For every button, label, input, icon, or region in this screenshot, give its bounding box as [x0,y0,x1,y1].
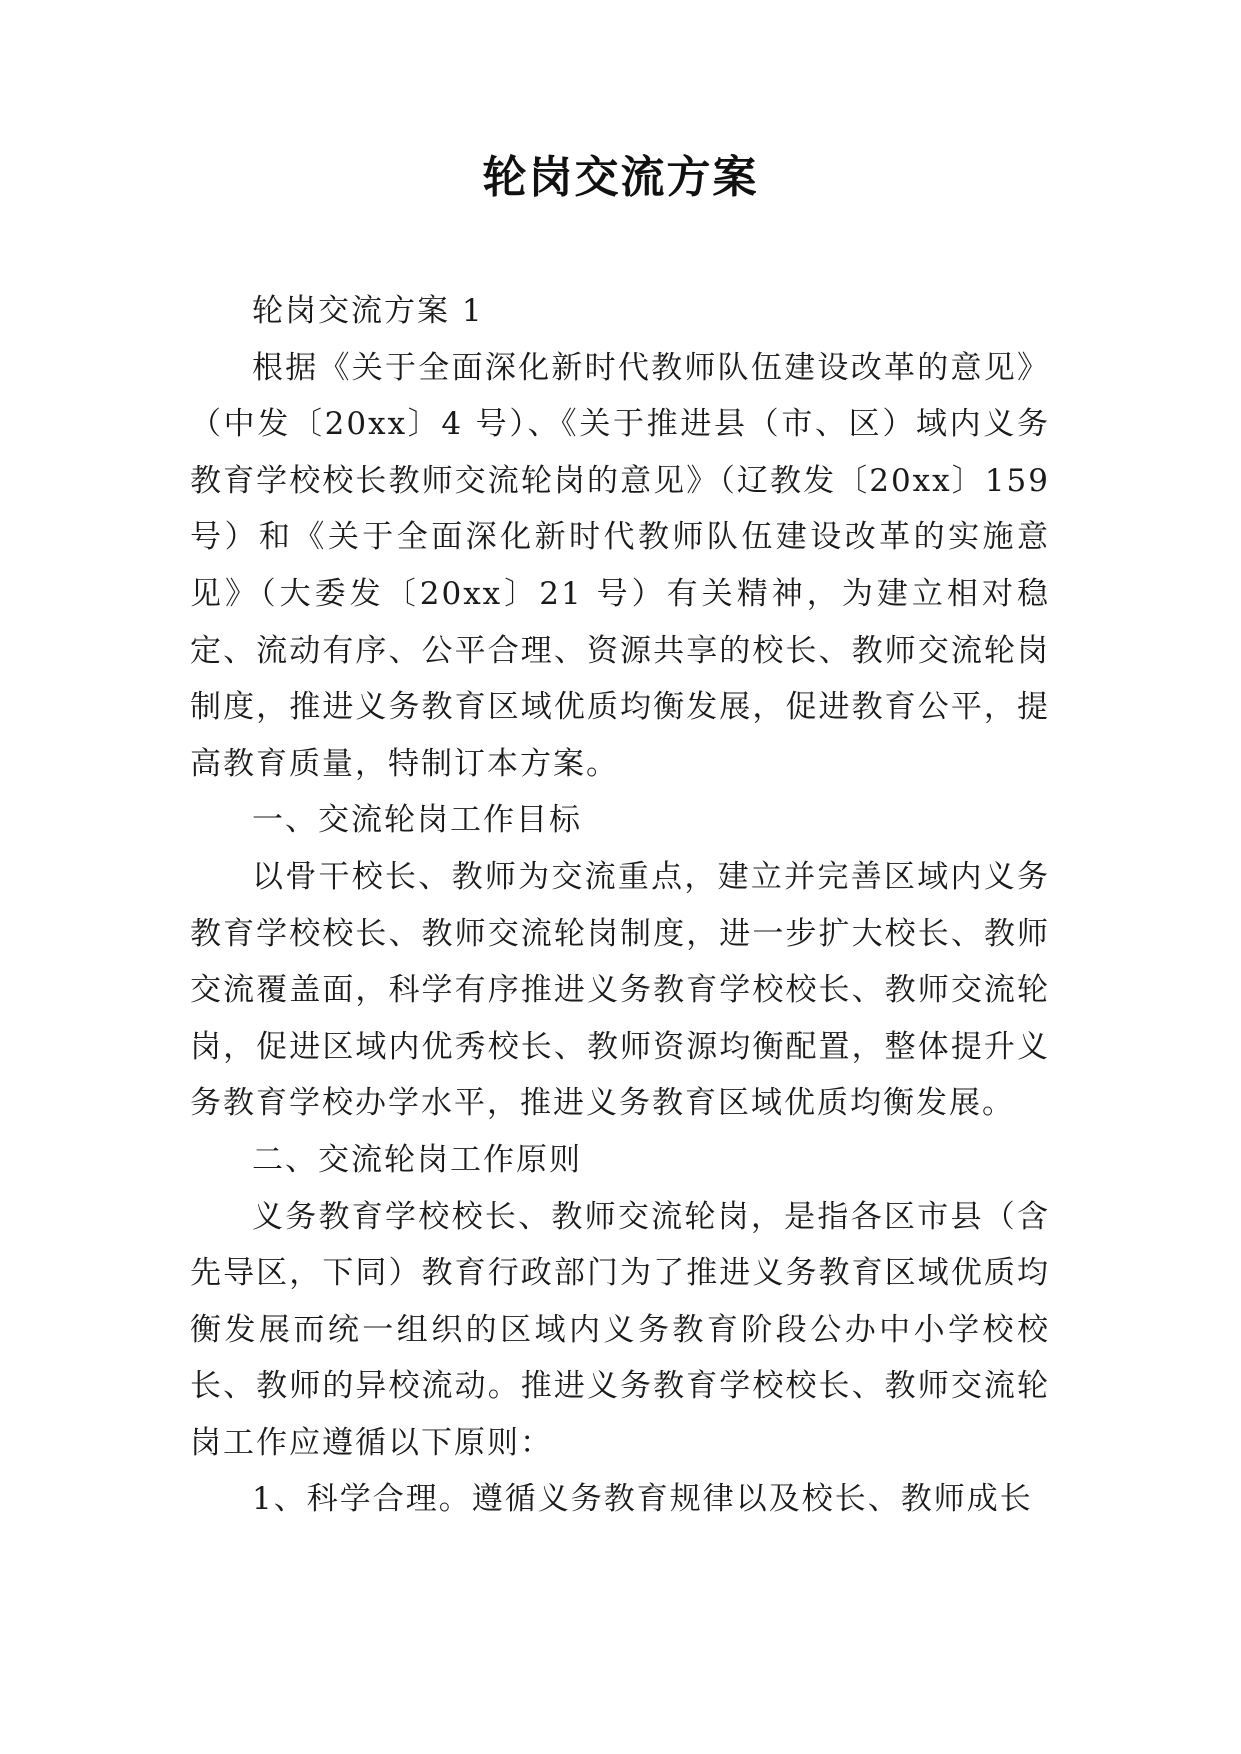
document-body [190,283,1050,1528]
body-paragraph: 以骨干校长、教师为交流重点，建立并完善区域内义务教育学校校长、教师交流轮岗制度，进一步扩大校长、教师交流覆盖面，科学有序推进义务教育学校校长、教师交流轮岗，促进区域内优秀校长、教师资源均衡配置，整体提升义务教育学校办学水平，推进义务教育区域优质均衡发展。 [190,858,1050,1122]
section-heading: 一、交流轮岗工作目标 [252,802,582,839]
body-paragraph: 1、科学合理。遵循义务教育规律以及校长、教师成长 [252,1481,1033,1518]
document-title: 轮岗交流方案 [482,152,759,203]
body-paragraph: 根据《关于全面深化新时代教师队伍建设改革的意见》（中发〔20xx〕4 号）、《关于推进县（市、区）域内义务教育学校校长教师交流轮岗的意见》（辽教发〔20xx〕159 号）和《关于全面深化新时代教师队伍建设改革的实施意见》（大委发〔20xx〕21 号）有关精神，为建立相对稳定、流动有序、公平合理、资源共享的校长、教师交流轮岗制度，推进义务教育区域优质均衡发展，促进教育公平，提高教育质量，特制订本方案。 [190,349,1050,782]
body-paragraph: 义务教育学校校长、教师交流轮岗，是指各区市县（含先导区，下同）教育行政部门为了推进义务教育区域优质均衡发展而统一组织的区域内义务教育阶段公办中小学校校长、教师的异校流动。推进义务教育学校校长、教师交流轮岗工作应遵循以下原则： [190,1198,1050,1461]
section-heading: 轮岗交流方案 1 [252,293,484,329]
section-heading: 二、交流轮岗工作原则 [252,1141,582,1178]
